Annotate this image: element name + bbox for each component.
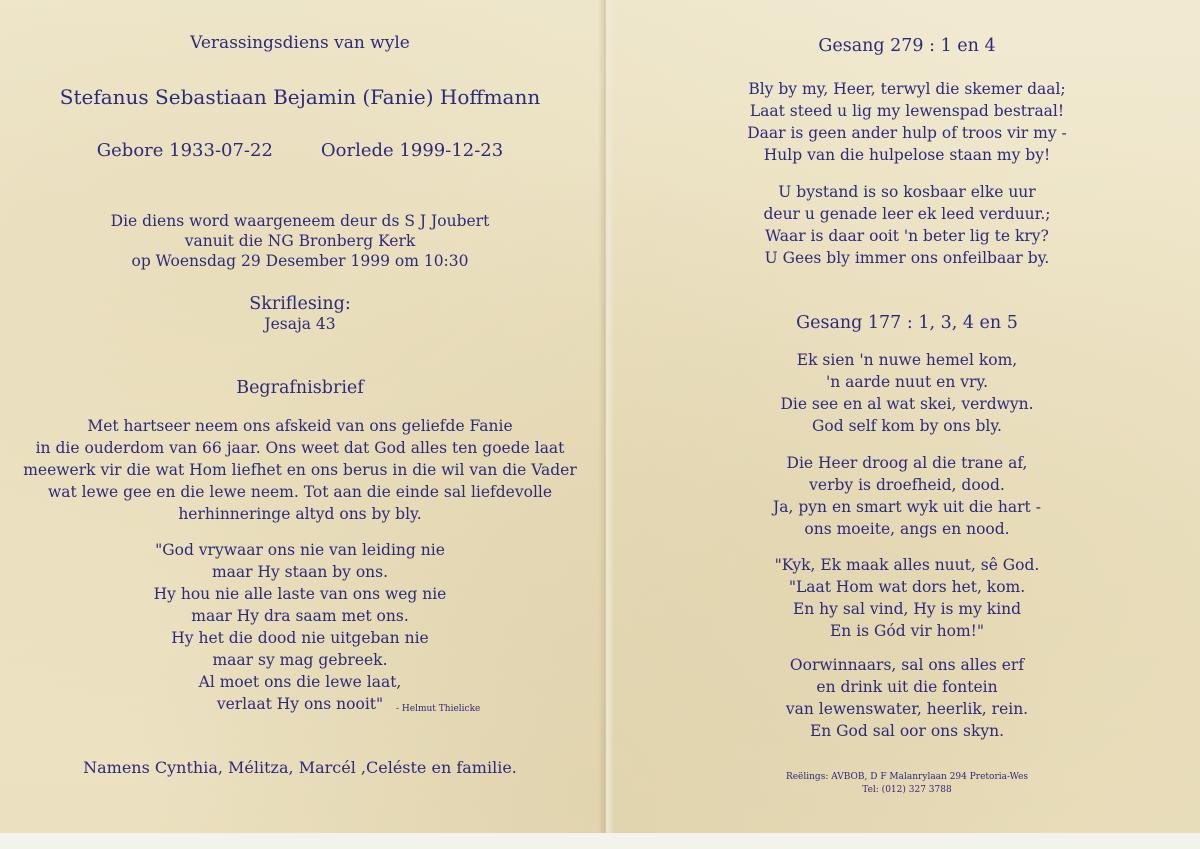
hymn-line: Ek sien 'n nuwe hemel kom, <box>796 351 1018 369</box>
family-line: Namens Cynthia, Mélitza, Marcél ,Celéste en familie. <box>83 758 517 777</box>
hymn-line: 'n aarde nuut en vry. <box>825 373 989 391</box>
service-heading: Verassingsdiens van wyle <box>190 33 410 53</box>
hymn-line: ons moeite, angs en nood. <box>804 520 1010 538</box>
hymn-line: Die Heer droog al die trane af, <box>786 454 1028 472</box>
hymn-line: Daar is geen ander hulp of troos vir my - <box>747 124 1067 142</box>
service-line: op Woensdag 29 Desember 1999 om 10:30 <box>131 252 469 270</box>
hymn-line: U Gees bly immer ons onfeilbaar by. <box>764 249 1050 267</box>
poem-line: Al moet ons die lewe laat, <box>198 673 402 691</box>
poem-line: maar Hy dra saam met ons. <box>191 607 409 625</box>
poem-line: maar Hy staan by ons. <box>211 563 389 581</box>
hymn-line: En God sal oor ons skyn. <box>809 722 1005 740</box>
letter-line: herhinneringe altyd ons by bly. <box>178 505 422 523</box>
hymn-line: deur u genade leer ek leed verduur.; <box>763 205 1051 223</box>
letter-line: meewerk vir die wat Hom liefhet en ons berus in die wil van die Vader <box>23 461 577 479</box>
poem-line: Hy hou nie alle laste van ons weg nie <box>153 585 447 603</box>
service-line: vanuit die NG Bronberg Kerk <box>184 232 416 250</box>
scan-margin <box>0 833 1200 849</box>
poem-attribution: - Helmut Thielicke <box>396 704 481 714</box>
poem-line: Hy het die dood nie uitgeban nie <box>171 629 429 647</box>
left-panel <box>0 0 600 833</box>
hymn-line: En hy sal vind, Hy is my kind <box>792 600 1022 618</box>
reading-title: Skriflesing: <box>249 294 351 314</box>
poem-line: "God vrywaar ons nie van leiding nie <box>155 541 445 559</box>
hymn-line: verby is droefheid, dood. <box>809 476 1005 494</box>
hymn-line: Bly by my, Heer, terwyl die skemer daal; <box>748 80 1066 98</box>
service-line: Die diens word waargeneem deur ds S J Joubert <box>110 212 490 230</box>
hymn-line: Ja, pyn en smart wyk uit die hart - <box>773 498 1041 516</box>
hymn-line: God self kom by ons bly. <box>812 417 1002 435</box>
hymn-line: Oorwinnaars, sal ons alles erf <box>789 656 1025 674</box>
hymn-title: Gesang 279 : 1 en 4 <box>818 36 996 56</box>
hymn-line: Die see en al wat skei, verdwyn. <box>780 395 1034 413</box>
hymn-line: En is Gód vir hom!" <box>829 622 985 640</box>
reading-reference: Jesaja 43 <box>264 315 336 333</box>
page-fold <box>598 0 614 833</box>
letter-line: in die ouderdom van 66 jaar. Ons weet dat God alles ten goede laat <box>35 439 565 457</box>
hymn-line: "Laat Hom wat dors het, kom. <box>788 578 1026 596</box>
poem-line: maar sy mag gebreek. <box>212 651 388 669</box>
hymn-line: Waar is daar ooit 'n beter lig te kry? <box>765 227 1049 245</box>
hymn-title: Gesang 177 : 1, 3, 4 en 5 <box>796 313 1018 333</box>
hymn-line: Laat steed u lig my lewenspad bestraal! <box>749 102 1065 120</box>
deceased-name: Stefanus Sebastiaan Bejamin (Fanie) Hoffmann <box>59 85 541 109</box>
right-panel <box>614 0 1200 833</box>
birth-date: Gebore 1933-07-22 <box>96 140 273 161</box>
undertaker-phone: Tel: (012) 327 3788 <box>862 785 952 795</box>
hymn-line: en drink uit die fontein <box>816 678 998 696</box>
letter-title: Begrafnisbrief <box>236 378 364 398</box>
hymn-line: Hulp van die hulpelose staan my by! <box>763 146 1051 164</box>
death-date: Oorlede 1999-12-23 <box>320 140 504 161</box>
letter-line: wat lewe gee en die lewe neem. Tot aan die einde sal liefdevolle <box>47 483 553 501</box>
dates-row <box>0 141 600 162</box>
hymn-line: van lewenswater, heerlik, rein. <box>785 700 1029 718</box>
hymn-line: U bystand is so kosbaar elke uur <box>778 183 1036 201</box>
letter-line: Met hartseer neem ons afskeid van ons geliefde Fanie <box>87 417 513 435</box>
hymn-line: "Kyk, Ek maak alles nuut, sê God. <box>774 556 1040 574</box>
poem-line: verlaat Hy ons nooit" <box>216 695 384 713</box>
undertaker-line: Reëlings: AVBOB, D F Malanrylaan 294 Pretoria-Wes <box>785 772 1029 782</box>
